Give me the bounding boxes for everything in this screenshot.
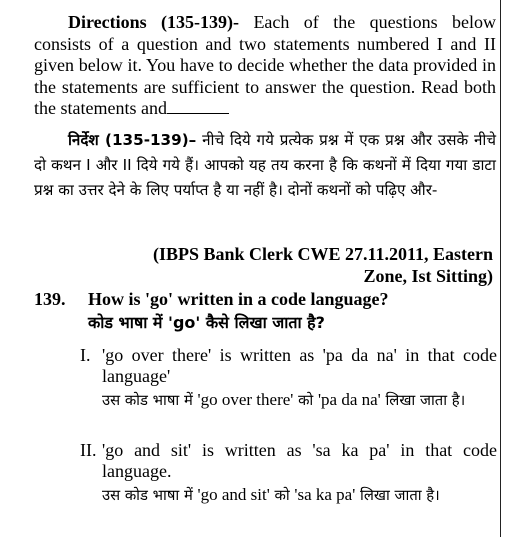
answer-blank: [167, 99, 229, 114]
statement-2: [80, 440, 497, 508]
statement-1-number: I.: [80, 345, 91, 365]
right-margin-rule: [500, 0, 501, 537]
source-line-2: Zone, Ist Sitting): [363, 266, 493, 286]
directions-hindi-text: नीचे दिये गये प्रत्येक प्रश्न में एक प्रश्न और उसके नीचे दो कथन I और II दिये गये हैं। आपको यह तय करना है कि कथनों में दिया गया डाटा प्रश्न का उत्तर देने के लिए पर्याप्त है या नहीं है। दोनों कथनों को पढ़िए और-: [34, 131, 496, 199]
directions-paragraph: [34, 12, 496, 120]
statement-2-hindi-pre: उस कोड भाषा में: [102, 487, 193, 504]
statement-1-text: 'go over there' is written as 'pa da na' in that code language': [102, 345, 497, 386]
statement-1: [80, 345, 497, 413]
statement-2-hindi: [102, 483, 497, 508]
statement-1-hindi-pre: उस कोड भाषा में: [102, 392, 193, 409]
source-citation: [113, 243, 493, 287]
statement-2-text: 'go and sit' is written as 'sa ka pa' in that code language.: [102, 440, 497, 481]
question-number: 139.: [34, 289, 66, 309]
statement-1-hindi-post: लिखा जाता है।: [385, 392, 466, 409]
statement-1-hindi-phrase: 'go over there': [197, 390, 294, 409]
statement-2-hindi-to: को: [274, 487, 290, 504]
statement-2-number: II.: [80, 440, 97, 460]
directions-text: Each of the questions below consists of a question and two statements numbered I and II given below it. You have to decide whether the data provided in the statements are sufficient to answer the question. Read both the statements and: [34, 12, 496, 118]
statement-1-hindi-code: 'pa da na': [317, 390, 381, 409]
question-text: How is 'go' written in a code language?: [88, 289, 389, 309]
statement-2-hindi-post: लिखा जाता है।: [360, 487, 440, 504]
question-hindi: कोड भाषा में 'go' कैसे लिखा जाता है?: [88, 313, 325, 332]
statement-2-hindi-code: 'sa ka pa': [294, 485, 356, 504]
directions-hindi-paragraph: [34, 128, 496, 203]
source-line-1: (IBPS Bank Clerk CWE 27.11.2011, Eastern: [152, 244, 493, 264]
statement-2-hindi-phrase: 'go and sit': [197, 485, 270, 504]
statement-1-hindi: [102, 388, 497, 413]
statement-1-hindi-to: को: [298, 392, 314, 409]
directions-hindi-label: निर्देश (135-139)–: [68, 131, 197, 149]
directions-label: Directions (135-139)-: [68, 12, 240, 32]
